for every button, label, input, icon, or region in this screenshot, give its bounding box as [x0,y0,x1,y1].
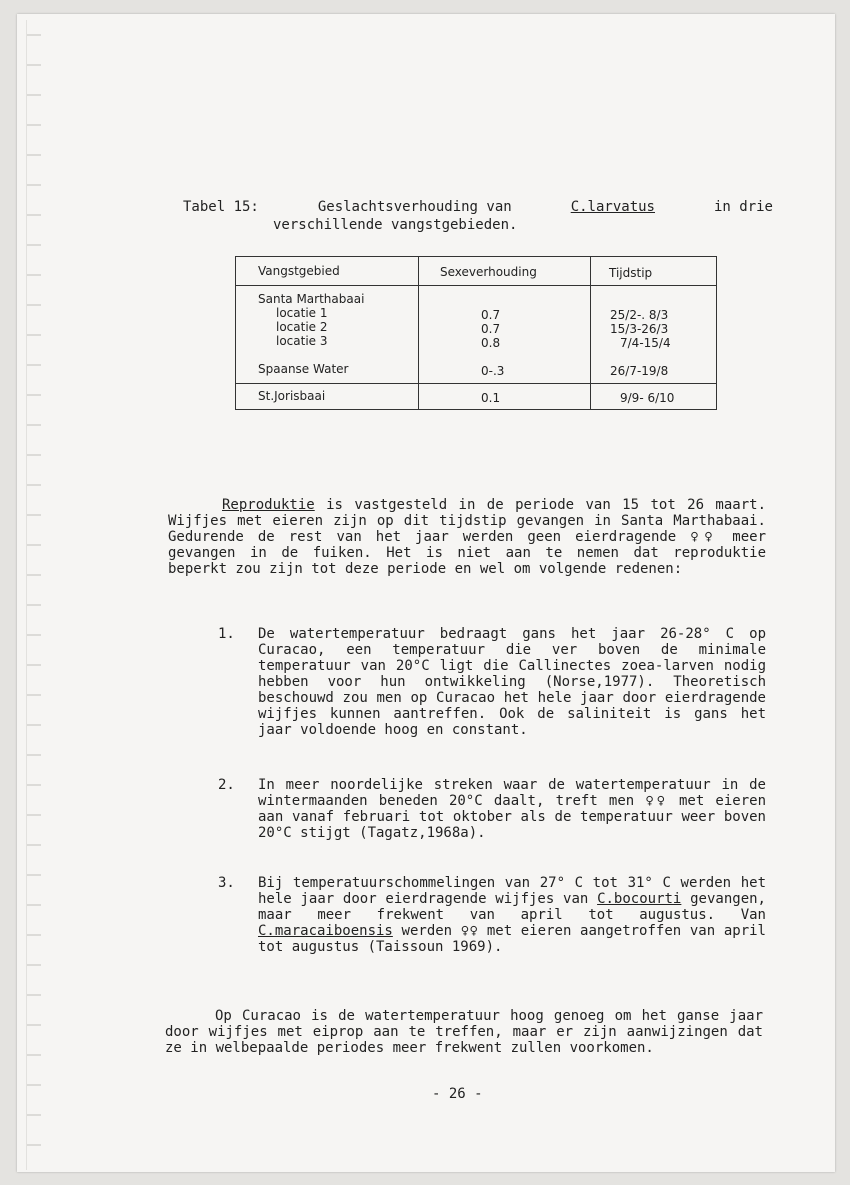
cell-ratio: 0-.3 [481,364,505,378]
reason-number: 1. [218,626,235,642]
header-tijdstip: Tijdstip [609,266,653,280]
reproduction-paragraph [168,497,766,577]
species-bocourti: C.bocourti [597,891,682,907]
reason-number: 2. [218,777,235,793]
cell-ratio: 0.8 [481,336,501,350]
binding-holes [26,20,41,1170]
page-sheet [17,14,835,1172]
cell-area: St.Jorisbaai [258,389,326,403]
caption-species: C.larvatus [570,199,655,215]
caption-line-2: verschillende vangstgebieden. [273,217,518,233]
header-sexeverhouding: Sexeverhouding [440,265,537,279]
header-vangstgebied: Vangstgebied [258,264,340,278]
table-col-divider [590,257,591,409]
cell-area: Spaanse Water [258,362,349,376]
cell-time: 25/2-. 8/3 [610,308,669,322]
reproduction-text: is vastgesteld in de periode van 15 tot 26 maart. Wijfjes met eieren zijn op dit tijdstip gevangen in Santa Marthabaai. Gedurende de rest van het jaar werden geen eierdragende ♀♀ meer gevangen in de fuiken. Het is niet aan te nemen dat reproduktie beperkt zou zijn tot deze periode en wel om volgende redenen: [168,497,766,577]
cell-time: 7/4-15/4 [620,336,671,350]
cell-time: 26/7-19/8 [610,364,669,378]
table-col-divider [418,257,419,409]
species-maracaiboensis: C.maracaiboensis [258,923,393,939]
closing-paragraph [165,1008,763,1056]
cell-area: locatie 1 [276,306,328,320]
closing-text: Op Curacao is de watertemperatuur hoog genoeg om het ganse jaar door wijfjes met eiprop aan te treffen, maar er zijn aanwijzingen dat ze in welbepaalde periodes meer frekwent zullen voorkomen. [165,1008,763,1056]
page-number: - 26 - [432,1086,483,1102]
cell-ratio: 0.7 [481,308,501,322]
reproduction-keyword: Reproduktie [222,497,315,513]
reason-text-part: werden ♀♀ met eieren aangetroffen van april tot augustus (Taissoun 1969). [258,923,766,955]
caption-label: Tabel 15: [183,199,259,215]
reason-text: In meer noordelijke streken waar de watertemperatuur in de wintermaanden beneden 20°C daalt, treft men ♀♀ met eieren aan vanaf februari tot oktober als de temperatuur weer boven 20°C stijgt (Tagatz,1968a). [258,777,766,841]
cell-ratio: 0.7 [481,322,501,336]
table-caption [183,198,773,234]
cell-area: locatie 2 [276,320,328,334]
group-santa-marthabaai: Santa Marthabaai [258,292,365,306]
cell-ratio: 0.1 [481,391,501,405]
caption-text-1: Geslachtsverhouding van [317,199,512,215]
cell-area: locatie 3 [276,334,328,348]
table-row-divider [236,383,716,384]
reason-number: 3. [218,875,235,891]
reason-text-part: gevangen, maar meer frekwent van april tot augustus. Van [258,891,766,923]
reason-text: De watertemperatuur bedraagt gans het jaar 26-28° C op Curacao, een temperatuur die ver boven de minimale temperatuur van 20°C ligt die Callinectes zoea-larven nodig hebben voor hun ontwikkeling (Norse,1977). Theoretisch beschouwd zou men op Curacao het hele jaar door eierdragende wijfjes kunnen aantreffen. Ook de saliniteit is gans het jaar voldoende hoog en constant. [258,626,766,738]
cell-time: 15/3-26/3 [610,322,669,336]
reason-text-part: Bij temperatuurschommelingen van 27° C tot 31° C werden het hele jaar door eierdragende wijfjes van [258,875,766,907]
caption-text-2: in drie [713,199,773,215]
cell-time: 9/9- 6/10 [620,391,675,405]
sex-ratio-table [235,256,717,410]
reason-text [258,875,766,955]
